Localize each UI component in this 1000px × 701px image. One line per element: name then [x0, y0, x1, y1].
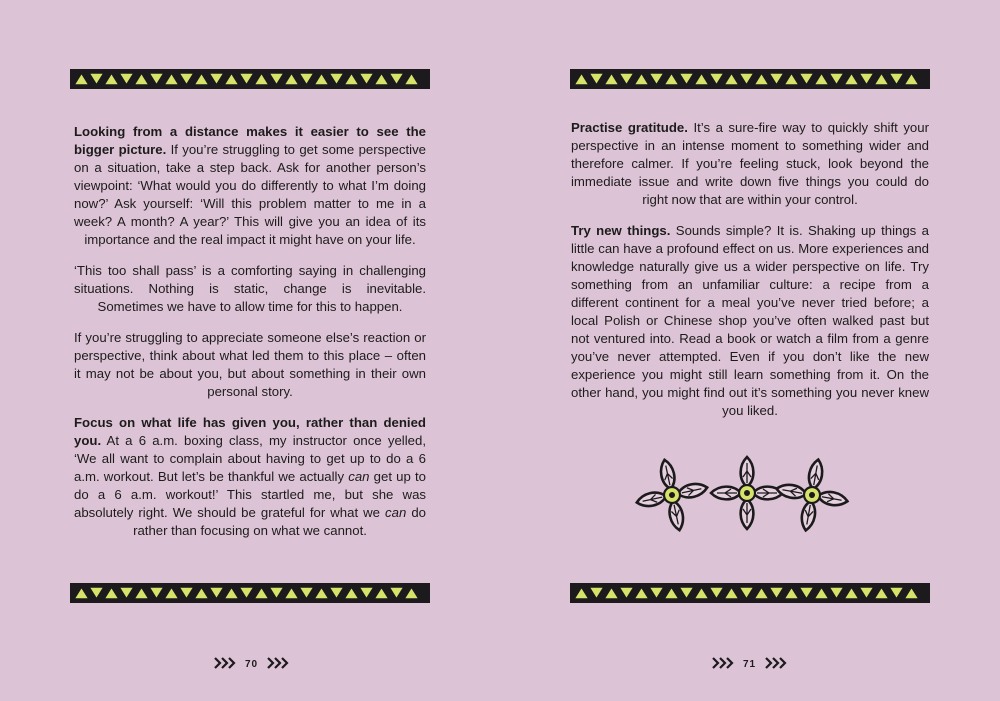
body-text: ‘This too shall pass’ is a comforting saying in challenging situations. Nothing is static, change is inevitable. Sometimes we have to allow time for this to happen.: [74, 263, 426, 314]
body-text: get up to do a 6 a.m. workout!’ This startled me, but she was absolutely right. We should be grateful for what we: [74, 469, 426, 520]
page-number: 71: [743, 658, 757, 670]
body-text: Sounds simple? It is. Shaking up things a little can have a profound effect on us. More experiences and knowledge naturally give us a wider perspective on life. Try something from an unfamiliar culture: a recipe from a different continent for a meal you’ve never tried before; a local Polish or Chinese shop you’ve often walked past but not ventured into. Read a book or watch a film from a genre you’ve never attempted. Even if you don’t like the new experience you might still learn something from it. On the other hand, you might find out it’s something you never knew you liked.: [571, 223, 929, 418]
right-page: [500, 0, 1000, 701]
chevron-right-icon: [266, 657, 290, 672]
body-text: If you’re struggling to appreciate someone else’s reaction or perspective, think about what led them to this place – often it may not be about you, but about something in their own personal story.: [74, 330, 426, 399]
four-petal-flower-icon: [632, 455, 715, 535]
tribal-border-icon: [570, 583, 930, 603]
top-border-left: [70, 69, 430, 89]
bottom-border-left: [70, 583, 430, 603]
flower-illustration: [632, 455, 852, 535]
paragraph-lead: Focus on what life has given you, rather than denied you.: [74, 415, 426, 448]
chevron-left-icon: [711, 657, 735, 672]
left-text: [74, 123, 426, 553]
tribal-border-icon: [70, 583, 430, 603]
folio-right: [711, 657, 788, 671]
paragraph-lead: Try new things.: [571, 223, 671, 238]
emphasis-text: can: [348, 469, 370, 484]
right-text: [571, 119, 929, 433]
top-border-right: [570, 69, 930, 89]
paragraph: [74, 414, 426, 540]
paragraph-lead: Practise gratitude.: [571, 120, 688, 135]
body-text: If you’re struggling to get some perspective on a situation, take a step back. Ask for another person’s viewpoint: ‘What would you do differently to what I’m doing now?’ Ask yourself: ‘Will this problem matter to me in a week? A month? A year?’ This will give you an idea of its importance and the real impact it might have on your life.: [74, 142, 427, 247]
four-petal-flower-icon: [770, 455, 852, 535]
body-text: At a 6 a.m. boxing class, my instructor once yelled, ‘We all want to complain about having to get up to do a 6 a.m. workout. But let’s be thankful we actually: [74, 433, 426, 484]
four-petal-flower-icon: [711, 457, 783, 529]
body-text: do rather than focusing on what we cannot.: [133, 505, 426, 538]
bottom-border-right: [570, 583, 930, 603]
chevron-right-icon: [764, 657, 788, 672]
tribal-border-icon: [70, 69, 430, 89]
paragraph: [571, 222, 929, 420]
emphasis-text: can: [385, 505, 407, 520]
tribal-border-icon: [570, 69, 930, 89]
paragraph: [74, 123, 426, 249]
chevron-left-icon: [213, 657, 237, 672]
folio-left: [213, 657, 290, 671]
paragraph: [74, 329, 426, 401]
paragraph-lead: Looking from a distance makes it easier to see the bigger picture.: [74, 124, 426, 157]
body-text: It’s a sure-fire way to quickly shift your perspective in an intense moment to something wider and therefore calmer. If you’re feeling stuck, look beyond the immediate issue and write down five things you could do right now that are within your control.: [571, 120, 929, 207]
page-number: 70: [245, 658, 259, 670]
paragraph: [74, 262, 426, 316]
paragraph: [571, 119, 929, 209]
